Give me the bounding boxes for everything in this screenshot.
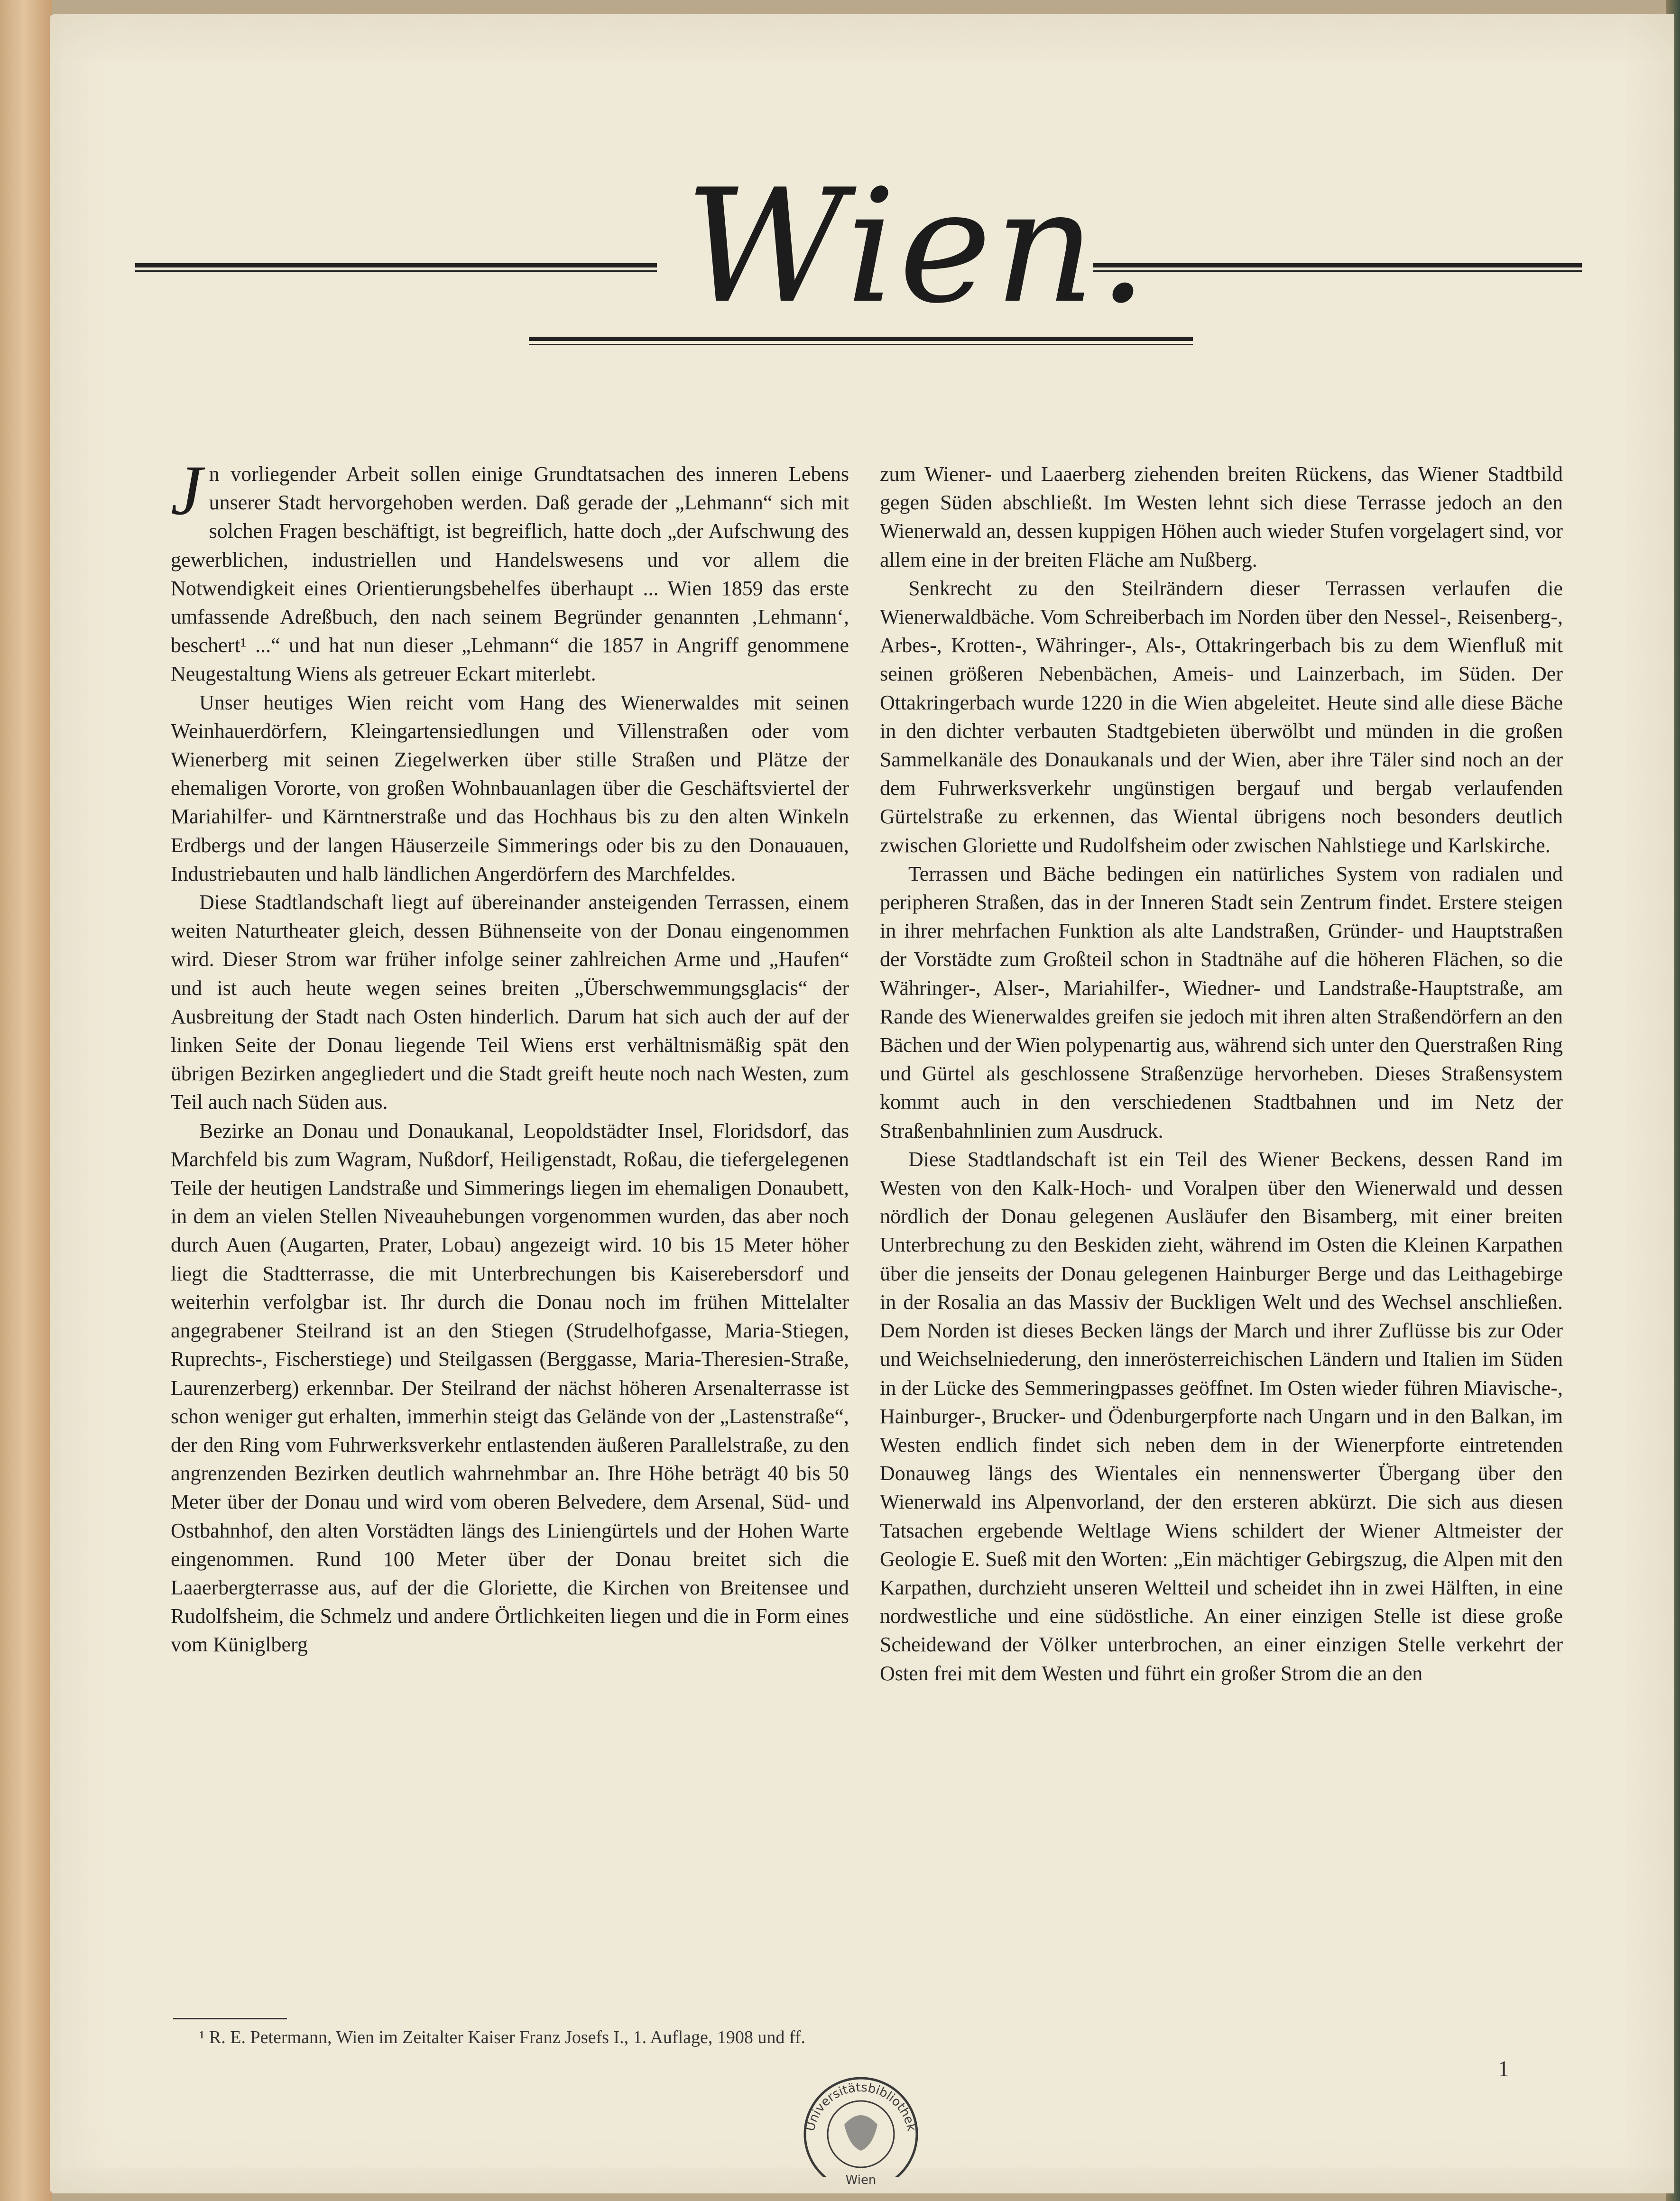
paragraph: Bezirke an Donau und Donaukanal, Leopoldstädter Insel, Floridsdorf, das Marchfeld bis zum Wagram, Nußdorf, Heiligenstadt, Roßau, die tiefergelegenen Teile der heutigen Landstraße und Simmerings liegen im ehemaligen Donaubett, in dem an vielen Stellen Niveauhebungen vorgenommen wurden, das aber noch durch Auen (Augarten, Prater, Lobau) angezeigt wird. 10 bis 15 Meter höher liegt die Stadtterrasse, die mit Unterbrechungen bis Kaiserebersdorf und weiterhin verfolgbar ist. Ihr durch die Donau noch im frühen Mittelalter angegrabener Steilrand ist an den Stiegen (Strudelhofgasse, Maria-Stiegen, Ruprechts-, Fischerstiege) und Steilgassen (Berggasse, Maria-Theresien-Straße, Laurenzerberg) erkennbar. Der Steilrand der nächst höheren Arsenalterrasse ist schon weniger gut erhalten, immerhin steigt das Gelände von der „Lastenstraße“, der den Ring vom Fuhrwerksverkehr entlastenden äußeren Parallelstraße, zu den angrenzenden Bezirken deutlich wahrnehmbar an. Ihre Höhe beträgt 40 bis 50 Meter über der Donau und wird vom oberen Belvedere, dem Arsenal, Süd- und Ostbahnhof, den alten Vorstädten längs des Liniengürtels und der Hohen Warte eingenommen. Rund 100 Meter über der Donau breitet sich die Laaerbergterrasse aus, auf der die Gloriette, die Kirchen von Breitensee und Rudolfsheim, die Schmelz und andere Örtlichkeiten liegen und die in Form eines vom Küniglberg <box>171 1119 849 1657</box>
paragraph: Diese Stadtlandschaft ist ein Teil des Wiener Beckens, dessen Rand im Westen von den Kalk-Hoch- und Voralpen über den Wienerwald und dessen nördlich der Donau gelegenen Ausläufer den Bisamberg, mit einer breiten Unterbrechung zu den Beskiden zieht, während im Osten die Kleinen Karpathen über die jenseits der Donau gelegenen Hainburger Berge und das Leithagebirge in der Rosalia an das Massiv der Buckligen Welt und des Wechsel anschließen. Dem Norden ist dieses Becken längs der March und ihrer Zuflüsse bis zur Oder und Weichselniederung, den innerösterreichischen Ländern und Italien im Süden in der Lücke des Semmeringpasses geöffnet. Im Osten wieder führen Miavische-, Hainburger-, Brucker- und Ödenburgerpforte nach Ungarn und in den Balkan, im Westen endlich findet sich neben dem in der Wienerpforte eintretenden Donauweg längs des Wientales ein nennenswerter Übergang über den Wienerwald ins Alpenvorland, der den ersteren abkürzt. Die sich aus diesen Tatsachen ergebende Weltlage Wiens schildert der Wiener Altmeister der Geologie E. Sueß mit den Worten: „Ein mächtiger Gebirgszug, die Alpen mit den Karpathen, durchzieht unseren Weltteil und scheidet ihn in zwei Hälften, in eine nordwestliche und eine südöstliche. An einer einzigen Stelle ist diese große Scheidewand der Völker unterbrochen, an einer einzigen Stelle verkehrt der Osten frei mit dem Westen und führt ein großer Strom die an den <box>880 1147 1563 1685</box>
text-column-right <box>880 460 1563 1688</box>
page-title: Wien. <box>685 156 1151 338</box>
footnote <box>171 2025 849 2050</box>
footnote-divider <box>173 2018 287 2019</box>
title-rule-left-thin <box>135 270 657 272</box>
title-block <box>135 133 1582 370</box>
document-page <box>50 14 1674 2193</box>
paragraph: Unser heutiges Wien reicht vom Hang des Wienerwaldes mit seinen Weinhauerdörfern, Kleingartensiedlungen und Villenstraßen oder vom Wienerberg mit seinen Ziegelwerken über stille Straßen und Plätze der ehemaligen Vororte, von großen Wohnbauanlagen über die Geschäftsviertel der Mariahilfer- und Kärntnerstraße und das Hochhaus bis zu den alten Winkeln Erdbergs und der langen Häuserzeile Simmerings oder bis zu den Donauauen, Industriebauten und halb ländlichen Angerdörfern des Marchfeldes. <box>171 691 849 885</box>
book-binding <box>0 0 52 2201</box>
paragraph: Senkrecht zu den Steilrändern dieser Terrassen verlaufen die Wienerwaldbäche. Vom Schreiberbach im Norden über den Nessel-, Reisenberg-, Arbes-, Krotten-, Währinger-, Als-, Ottakringerbach bis zu dem Wienfluß mit seinen größeren Nebenbächen, Ameis- und Lainzerbach, im Süden. Der Ottakringerbach wurde 1220 in die Wien abgeleitet. Heute sind alle diese Bäche in den dichter verbauten Stadtgebieten überwölbt und münden in die großen Sammelkanäle des Donaukanals und der Wien, aber ihre Täler sind noch an der dem Fuhrwerksverkehr ungünstigen bergauf und bergab verlaufenden Gürtelstraße zu erkennen, das Wiental übrigens noch besonders deutlich zwischen Gloriette und Rudolfsheim oder zwischen Nahlstiege und Karlskirche. <box>880 576 1563 857</box>
title-rule-right-thin <box>1093 270 1582 272</box>
title-rule-left-thick <box>135 263 657 267</box>
stamp-city: Wien <box>845 2173 877 2187</box>
drop-cap: J <box>171 451 203 530</box>
title-rule-right-thick <box>1093 263 1582 267</box>
footnote-text: ¹ R. E. Petermann, Wien im Zeitalter Kaiser Franz Josefs I., 1. Auflage, 1908 und ff. <box>199 2027 805 2047</box>
library-stamp <box>792 2068 930 2191</box>
paragraph: Jn vorliegender Arbeit sollen einige Grundtatsachen des inneren Lebens unserer Stadt hervorgehoben werden. Daß gerade der „Lehmann“ sich mit solchen Fragen beschäftigt, ist begreiflich, hatte doch „der Aufschwung des gewerblichen, industriellen und Handelswesens und vor allem die Notwendigkeit eines Orientierungsbehelfes überhaupt ... Wien 1859 das erste umfassende Adreßbuch, den nach seinem Begründer genannten ‚Lehmann‘, beschert¹ ...“ und hat nun dieser „Lehmann“ die 1857 in Angriff genommene Neugestaltung Wiens als getreuer Eckart miterlebt. <box>171 451 849 686</box>
page-number: 1 <box>1498 2056 1509 2081</box>
stamp-arc-text: Universitätsbibliothek <box>803 2080 919 2133</box>
paragraph: Diese Stadtlandschaft liegt auf übereinander ansteigenden Terrassen, einem weiten Naturtheater gleich, dessen Bühnenseite von der Donau eingenommen wird. Dieser Strom war früher infolge seiner zahlreichen Arme und „Haufen“ und ist auch heute wegen seines breiten „Überschwemmungsglacis“ der Ausbreitung der Stadt nach Osten hinderlich. Darum hat sich auch der auf der linken Seite der Donau liegende Teil Wiens erst verhältnismäßig spät den übrigen Bezirken angegliedert und die Stadt greift heute noch nach Westen, zum Teil auch nach Süden aus. <box>171 891 849 1114</box>
paragraph: zum Wiener- und Laaerberg ziehenden breiten Rückens, das Wiener Stadtbild gegen Süden abschließt. Im Westen lehnt sich diese Terrasse jedoch an den Wienerwald an, dessen kuppigen Höhen auch wieder Stufen vorgelagert sind, vor allem eine in der breiten Fläche am Nußberg. <box>880 462 1563 571</box>
paragraph: Terrassen und Bäche bedingen ein natürliches System von radialen und peripheren Straßen, das in der Inneren Stadt sein Zentrum findet. Erstere steigen in ihrer mehrfachen Funktion als alte Landstraßen, Gründer- und Hauptstraßen der Vorstädte zum Großteil schon in Stadtnähe auf die höheren Flächen, so die Währinger-, Alser-, Mariahilfer-, Wiedner- und Landstraße-Hauptstraße, am Rande des Wienerwaldes greifen sie jedoch mit ihren alten Straßendörfern an den Bächen und der Wien polypenartig aus, während sich unter den Querstraßen Ring und Gürtel als geschlossene Straßenzüge hervorheben. Dieses Straßensystem kommt auch in den verschiedenen Stadtbahnen und im Netz der Straßenbahnlinien zum Ausdruck. <box>880 862 1563 1142</box>
text-column-left <box>171 451 849 1659</box>
stamp-seal <box>792 2068 930 2177</box>
